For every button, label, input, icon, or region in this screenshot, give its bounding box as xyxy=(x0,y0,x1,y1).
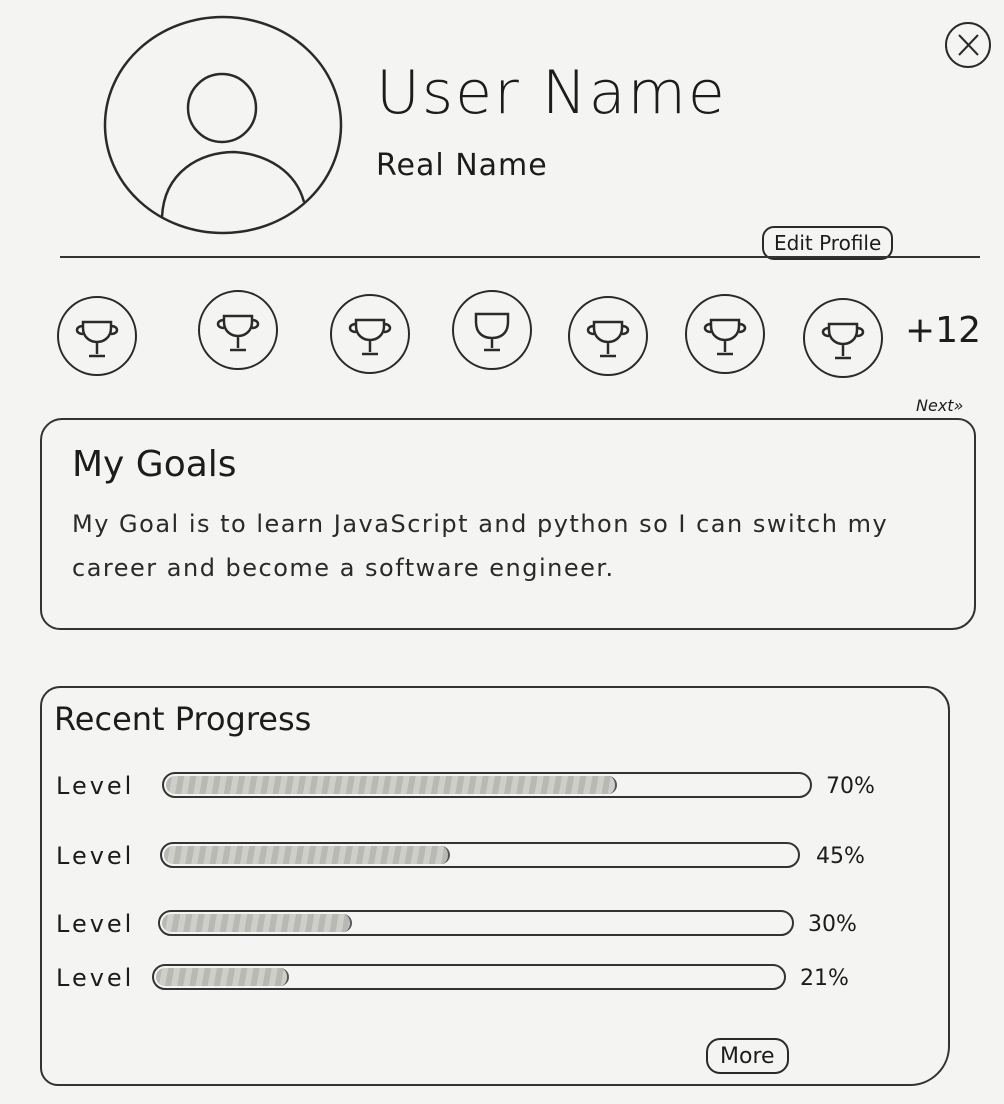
goals-title: My Goals xyxy=(72,444,237,485)
trophy-icon xyxy=(454,292,530,368)
trophy-icon xyxy=(687,296,763,372)
trophy-badge[interactable] xyxy=(57,296,137,376)
avatar-body xyxy=(162,152,304,217)
trophy-icon xyxy=(200,292,276,368)
progress-row xyxy=(56,838,916,878)
progress-fill xyxy=(164,846,450,864)
trophy-row xyxy=(55,290,985,380)
trophy-icon xyxy=(59,298,135,374)
level-label: Level xyxy=(56,842,135,870)
progress-row xyxy=(56,768,916,808)
real-name: Real Name xyxy=(376,148,548,183)
edit-profile-button[interactable]: Edit Profile xyxy=(762,226,893,260)
next-link[interactable]: Next» xyxy=(916,396,964,415)
progress-percent: 70% xyxy=(826,774,875,799)
trophy-icon xyxy=(332,296,408,372)
trophy-badge[interactable] xyxy=(568,296,648,376)
progress-fill xyxy=(162,914,352,932)
trophy-badge[interactable] xyxy=(452,290,532,370)
more-button[interactable]: More xyxy=(706,1038,789,1074)
progress-track xyxy=(158,910,794,936)
trophy-badge[interactable] xyxy=(685,294,765,374)
progress-track xyxy=(162,772,812,798)
trophy-badge[interactable] xyxy=(198,290,278,370)
avatar xyxy=(100,12,346,238)
trophy-icon xyxy=(805,300,881,376)
progress-percent: 21% xyxy=(800,966,849,991)
trophy-badge[interactable] xyxy=(330,294,410,374)
progress-row xyxy=(56,906,916,946)
progress-percent: 30% xyxy=(808,912,857,937)
progress-fill xyxy=(156,968,289,986)
close-icon xyxy=(947,24,989,66)
progress-fill xyxy=(166,776,617,794)
progress-track xyxy=(152,964,786,990)
progress-track xyxy=(160,842,800,868)
trophy-icon xyxy=(570,298,646,374)
goals-card xyxy=(40,418,976,630)
close-button[interactable] xyxy=(945,22,991,68)
level-label: Level xyxy=(56,772,135,800)
progress-card xyxy=(40,686,950,1086)
progress-row xyxy=(56,960,916,1000)
level-label: Level xyxy=(56,964,135,992)
progress-percent: 45% xyxy=(816,844,865,869)
trophy-more-count[interactable]: +12 xyxy=(905,310,981,351)
level-label: Level xyxy=(56,910,135,938)
header-divider xyxy=(60,256,980,258)
progress-title: Recent Progress xyxy=(54,700,312,738)
avatar-head xyxy=(188,74,256,142)
trophy-badge[interactable] xyxy=(803,298,883,378)
user-name: User Name xyxy=(376,58,727,128)
goals-text: My Goal is to learn JavaScript and python so I can switch my career and become a software engineer. xyxy=(72,510,889,582)
